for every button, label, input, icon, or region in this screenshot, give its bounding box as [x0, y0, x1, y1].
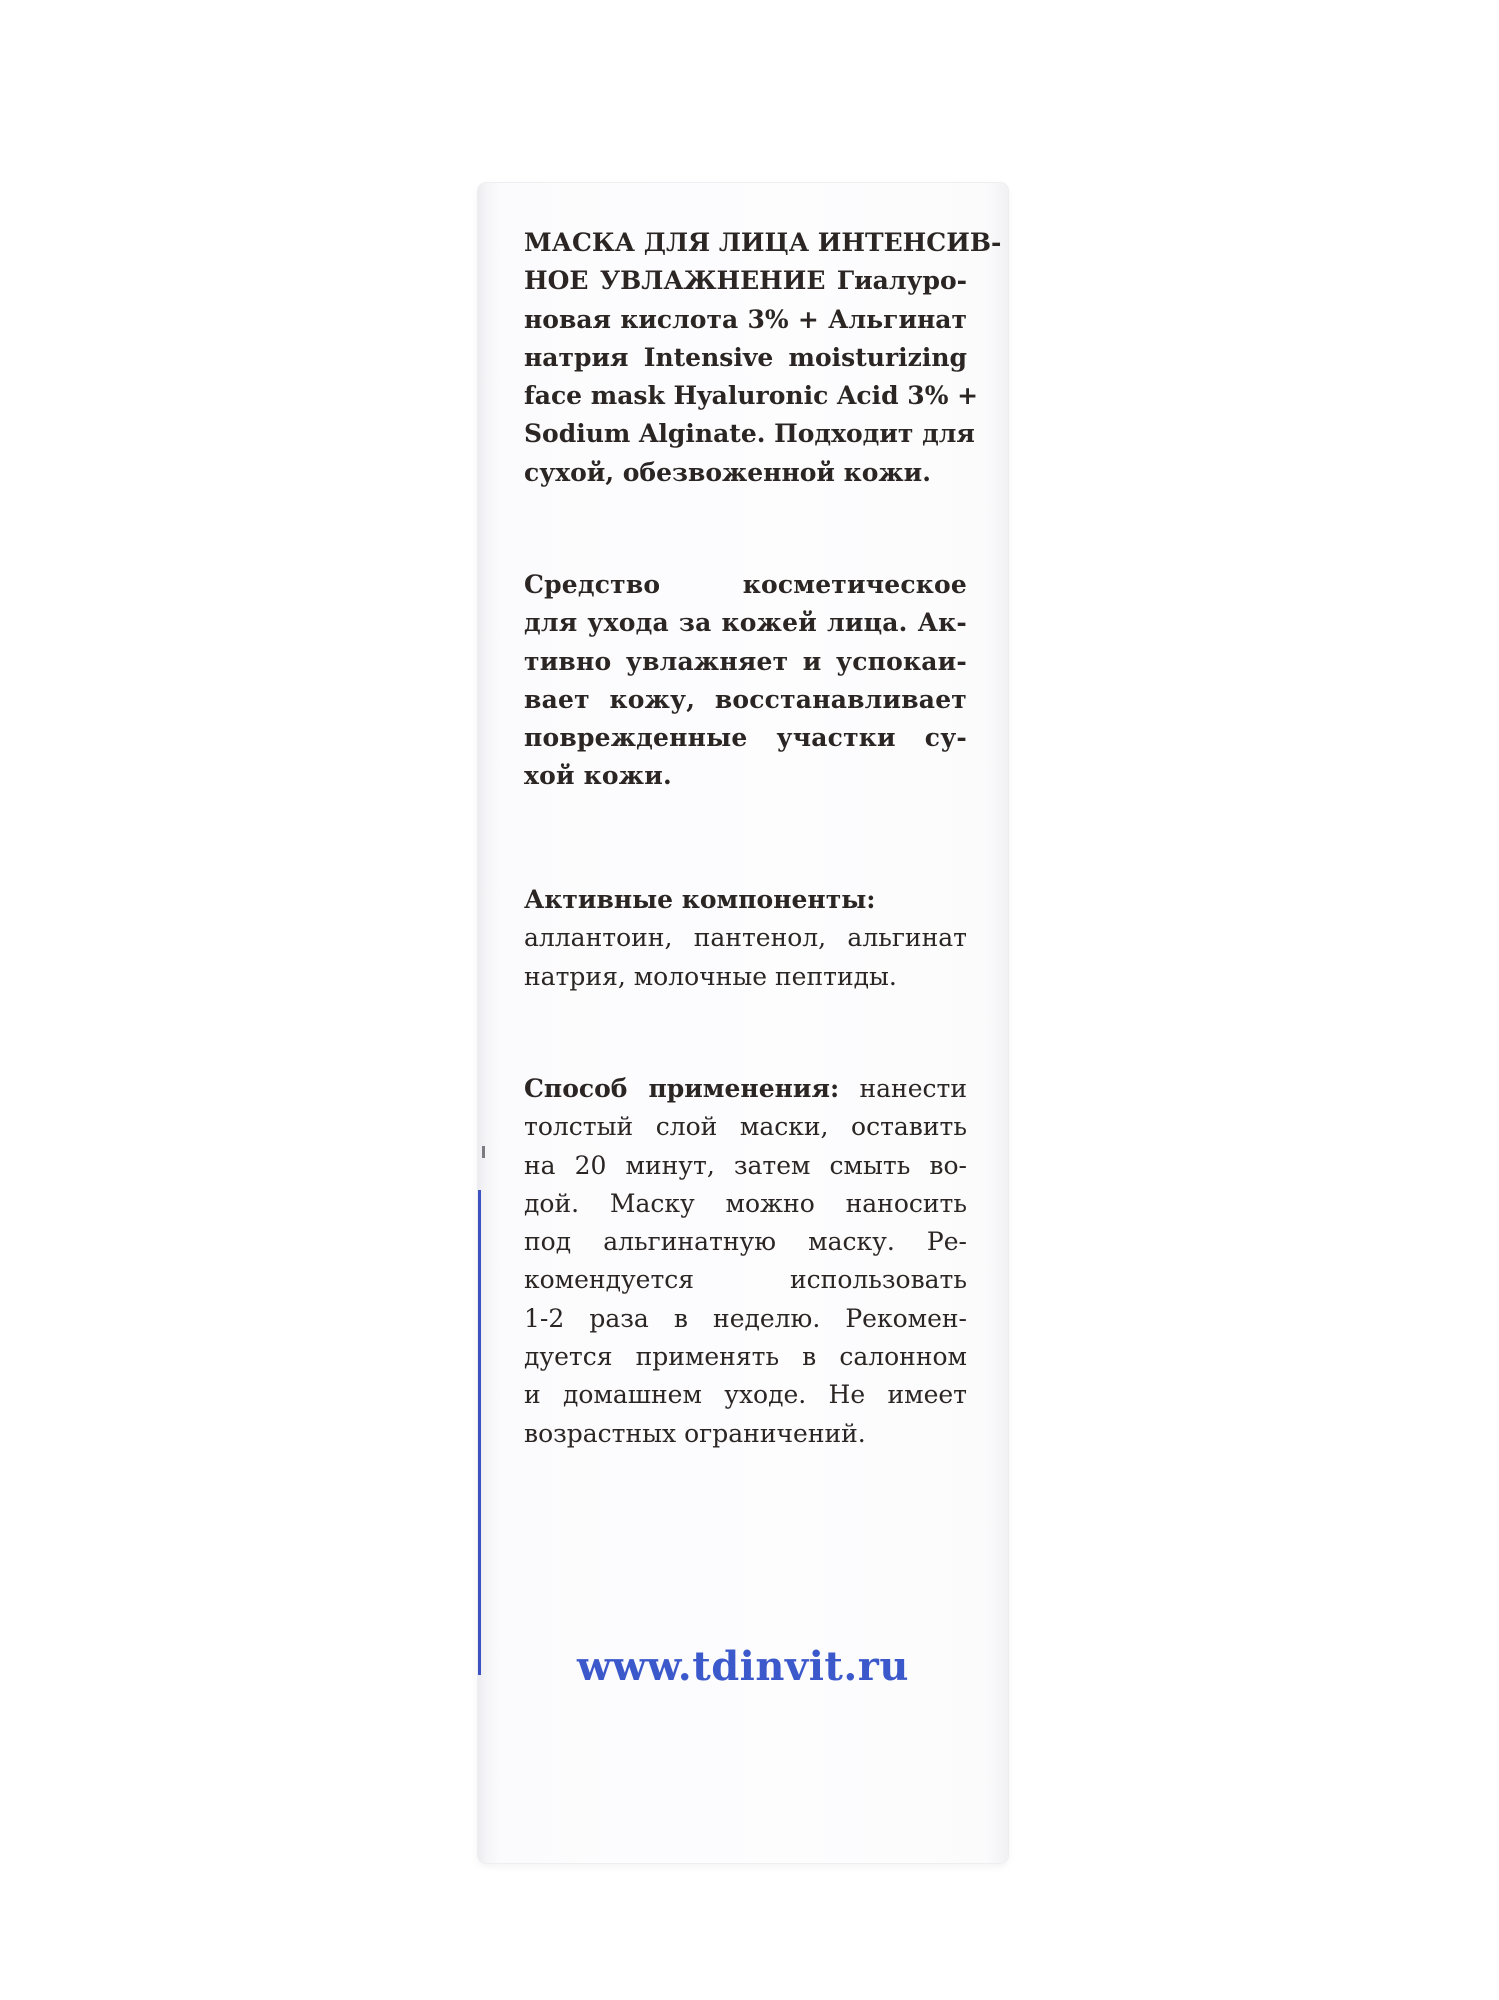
title-line: сухой, обезвоженной кожи.	[524, 457, 931, 487]
usage-instructions	[524, 1070, 967, 1453]
description-line: тивно увлажняет и успокаи-	[524, 646, 967, 676]
usage-line: комендуется использовать	[524, 1265, 967, 1295]
description-line: Средство косметическое	[524, 570, 967, 599]
active-components-label: Активные компоненты:	[524, 885, 876, 914]
edge-tick-mark	[482, 1146, 485, 1158]
active-components-line: аллантоин, пантенол, альгинат	[524, 923, 967, 953]
product-title	[524, 224, 1002, 492]
product-box	[478, 183, 1008, 1863]
website-url: www.tdinvit.ru	[577, 1643, 909, 1690]
title-line: МАСКА ДЛЯ ЛИЦА ИНТЕНСИВ-	[524, 228, 1002, 257]
title-line: face mask Hyaluronic Acid 3% +	[524, 381, 979, 411]
usage-line: 1-2 раза в неделю. Рекомен-	[524, 1303, 967, 1333]
active-components-line: натрия, молочные пептиды.	[524, 961, 897, 991]
usage-line: на 20 минут, затем смыть во-	[524, 1150, 967, 1180]
usage-line: дой. Маску можно наносить	[524, 1188, 967, 1218]
description-line: вает кожу, восстанавливает	[524, 684, 967, 714]
title-line: Sodium Alginate. Подходит для	[524, 419, 975, 449]
title-line: НОЕ УВЛАЖНЕНИЕ Гиалуро-	[524, 266, 967, 296]
description-line: для ухода за кожей лица. Ак-	[524, 608, 967, 638]
description-line: поврежденные участки су-	[524, 723, 967, 753]
description-line: хой кожи.	[524, 761, 672, 791]
usage-line: и домашнем уходе. Не имеет	[524, 1380, 967, 1410]
usage-first-line	[524, 1070, 967, 1108]
title-line: новая кислота 3% + Альгинат	[524, 304, 967, 334]
usage-line: толстый слой маски, оставить	[524, 1112, 967, 1142]
usage-label: Способ применения:	[524, 1074, 840, 1103]
usage-first-rest: нанести	[839, 1074, 967, 1103]
usage-line: под альгинатную маску. Ре-	[524, 1227, 967, 1257]
active-components	[524, 881, 967, 996]
usage-line: дуется применять в салонном	[524, 1342, 967, 1372]
blue-edge-stripe	[478, 1190, 481, 1675]
usage-line: возрастных ограничений.	[524, 1418, 866, 1448]
title-line: натрия Intensive moisturizing	[524, 342, 967, 372]
product-description	[524, 566, 967, 796]
